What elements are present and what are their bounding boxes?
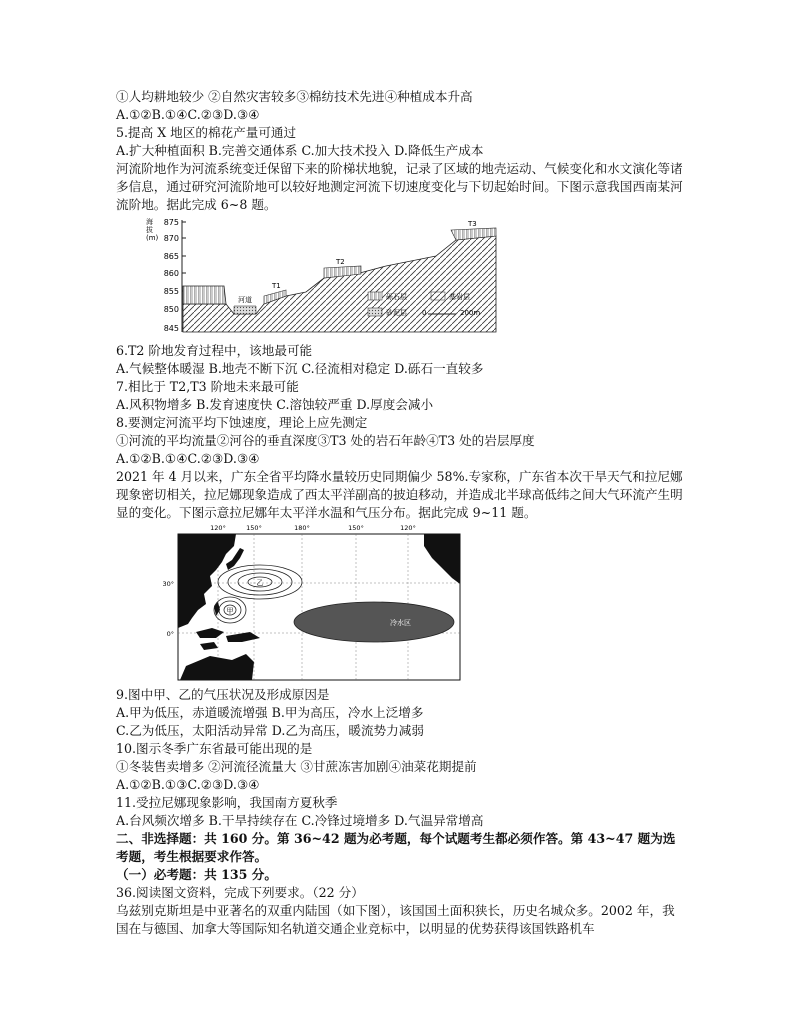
t1-label: T1 — [272, 282, 281, 290]
subsection-heading: （一）必考题：共 135 分。 — [116, 867, 277, 882]
legend-bedrock: 基岩层 — [449, 293, 470, 301]
text-line: 11.受拉尼娜现象影响，我国南方夏秋季 — [116, 795, 338, 810]
text-line: A.台风频次增多 B.干旱持续存在 C.冷锋过境增多 D.气温异常增高 — [116, 813, 484, 828]
t3-label: T3 — [468, 220, 477, 228]
question-36: 36.阅读图文资料，完成下列要求。（22 分） — [116, 885, 364, 900]
y-tick-label: 875 — [163, 218, 179, 227]
y-tick-label: 845 — [163, 324, 179, 333]
river-terrace-diagram — [146, 216, 506, 338]
text-line: 9.图中甲、乙的气压状况及形成原因是 — [116, 687, 330, 702]
paragraph-uzbekistan: 乌兹别克斯坦是中亚著名的双重内陆国（如下图），该国国土面积狭长，历史名城众多。2002 年，我国在与德国、加拿大等国际知名轨道交通企业竞标中，以明显的优势获得该国铁路机车 — [116, 903, 675, 936]
text-line: 10.图示冬季广东省最可能出现的是 — [116, 741, 313, 756]
text-line: A.①②B.①④C.②③D.③④ — [116, 107, 260, 122]
paragraph-la-nina: 2021 年 4 月以来，广东全省平均降水量较历史同期偏少 58%.专家称，广东省本次干旱天气和拉尼娜现象密切相关，拉尼娜现象造成了西太平洋副高的披迫移动，并造成北半球高低纬之间大气环流产生明显的变化。下图示意拉尼娜年太平洋水温和气压分布。据此完成 9~11 题。 — [116, 469, 683, 520]
y-tick-label: 860 — [163, 269, 179, 278]
lat-label: 30° — [162, 580, 174, 588]
cold-water-zone — [294, 602, 454, 642]
text-line: A.扩大种植面积 B.完善交通体系 C.加大技术投入 D.降低生产成本 — [116, 143, 484, 158]
y-tick-label: 870 — [163, 234, 179, 243]
y-tick-label: 855 — [163, 287, 179, 296]
text-line: A.风积物增多 B.发育速度快 C.溶蚀较严重 D.厚度会减小 — [116, 397, 434, 412]
paragraph-river-terrace: 河流阶地作为河流系统变迁保留下来的阶梯状地貌，记录了区域的地壳运动、气候变化和水文演化等诸多信息，通过研究河流阶地可以较好地测定河流下切速度变化与下切起始时间。下图示意我国西南某河流阶地。据此完成 6~8 题。 — [116, 161, 683, 212]
text-line: ①冬装售卖增多 ②河流径流量大 ③甘蔗冻害加剧④油菜花期提前 — [116, 759, 477, 774]
y-axis-label: 拔 — [146, 226, 153, 234]
text-line: C.乙为低压，太阳活动异常 D.乙为高压，暖流势力减弱 — [116, 723, 424, 738]
text-line: ①河流的平均流量②河谷的垂直深度③T3 处的岩石年龄④T3 处的岩层厚度 — [116, 433, 535, 448]
text-line: A.甲为低压，赤道暖流增强 B.甲为高压，冷水上泛增多 — [116, 705, 424, 720]
sand-mud-layer — [234, 306, 256, 314]
lon-label: 120° — [210, 524, 226, 532]
text-line: 8.要测定河流平均下蚀速度，理论上应先测定 — [116, 415, 368, 430]
pacific-map-figure — [156, 524, 462, 682]
scale-zero: 0 — [422, 309, 427, 317]
document-page — [116, 88, 684, 938]
text-line: A.①②B.①④C.②③D.③④ — [116, 451, 260, 466]
lon-label: 150° — [246, 524, 262, 532]
text-line: 5.提高 X 地区的棉花产量可通过 — [116, 125, 297, 140]
text-line: A.①②B.①③C.②③D.③④ — [116, 777, 260, 792]
lon-label: 120° — [400, 524, 416, 532]
cold-water-label: 冷水区 — [390, 619, 411, 627]
lon-label: 150° — [348, 524, 364, 532]
river-label: 河道 — [238, 296, 252, 304]
scale-length: 200m — [460, 309, 481, 317]
legend-sand-mud: 砂泥层 — [386, 309, 407, 317]
y-axis-label: 海 — [146, 218, 153, 226]
text-line: 7.相比于 T2,T3 阶地未来最可能 — [116, 379, 299, 394]
section-heading: 二、非选择题：共 160 分。第 36~42 题为必考题，每个试题考生都必须作答。第 43~47 题为选考题，考生根据要求作答。 — [116, 831, 676, 864]
pacific-map — [156, 524, 462, 682]
jia-label: 甲 — [226, 607, 234, 615]
river-terrace-figure — [146, 216, 506, 338]
legend-gravel: 砾石层 — [386, 293, 407, 301]
y-tick-label: 850 — [163, 305, 179, 314]
text-line: A.气候整体暖湿 B.地壳不断下沉 C.径流相对稳定 D.砾石一直较多 — [116, 361, 484, 376]
text-line: ①人均耕地较少 ②自然灾害较多③棉纺技术先进④种植成本升高 — [116, 89, 473, 104]
text-line: 6.T2 阶地发育过程中，该地最可能 — [116, 343, 313, 358]
gravel-layer — [183, 286, 226, 304]
yi-label: 乙 — [256, 579, 264, 587]
y-axis-label: (m) — [146, 234, 159, 242]
lat-label: 0° — [166, 630, 174, 638]
lon-label: 180° — [294, 524, 310, 532]
y-tick-label: 865 — [163, 252, 179, 261]
t2-label: T2 — [336, 258, 345, 266]
bedrock-layer — [183, 236, 496, 332]
